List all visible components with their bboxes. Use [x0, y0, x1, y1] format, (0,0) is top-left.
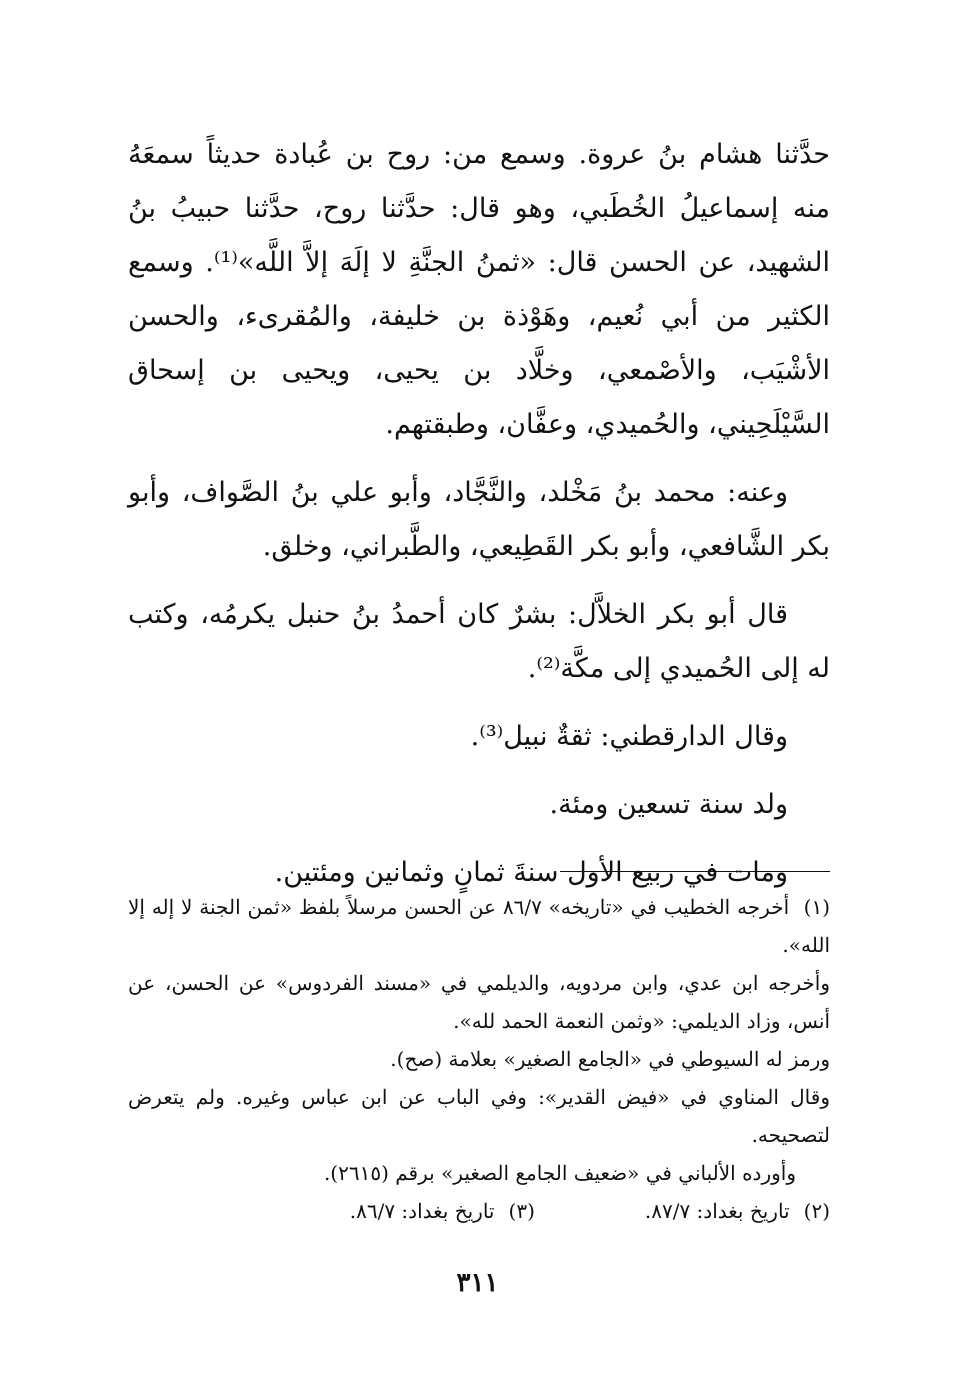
- paragraph-6: ومات في ربيع الأول سنةَ ثمانٍ وثمانين ومئتين.: [274, 857, 788, 888]
- footnotes: [128, 888, 830, 1230]
- footnote-3-text: تاريخ بغداد: ٨٦/٧.: [349, 1199, 495, 1223]
- footnote-2: [645, 1192, 830, 1230]
- footnote-1-text-c: ورمز له السيوطي في «الجامع الصغير» بعلامة (صح).: [390, 1047, 830, 1071]
- footnote-1-text-d: وقال المناوي في «فيض القدير»: وفي الباب عن ابن عباس وغيره. ولم يتعرض لتصحيحه.: [128, 1085, 830, 1147]
- footnote-3-number: (٣): [508, 1199, 535, 1223]
- footnote-2-number: (٢): [803, 1199, 830, 1223]
- main-text: [128, 128, 830, 900]
- paragraph-2: وعنه: محمد بنُ مَخْلد، والنَّجَّاد، وأبو علي بنُ الصَّواف، وأبو بكر الشَّافعي، وأبو بكر القَطِيعي، والطَّبراني، وخلق.: [128, 477, 830, 562]
- footnote-1-text-e: وأورده الألباني في «ضعيف الجامع الصغير» برقم (٢٦١٥).: [323, 1161, 796, 1185]
- footnote-1: [128, 888, 830, 964]
- footnote-1-text-a: أخرجه الخطيب في «تاريخه» ٨٦/٧ عن الحسن مرسلاً بلفظ «ثمن الجنة لا إله إلا الله».: [128, 895, 830, 957]
- footnote-2-text: تاريخ بغداد: ٨٧/٧.: [644, 1199, 790, 1223]
- paragraph-4: وقال الدارقطني: ثقةٌ نبيل⁽³⁾.: [470, 721, 788, 752]
- footnote-1-number: (١): [803, 895, 830, 919]
- paragraph-1: حدَّثنا هشام بنُ عروة. وسمع من: روح بن عُبادة حديثاً سمعَهُ منه إسماعيلُ الخُطَبي، وهو قال: حدَّثنا روح، حدَّثنا حبيبُ بنُ الشهيد، عن الحسن قال: «ثمنُ الجنَّةِ لا إلَهَ إلاَّ اللَّه»⁽¹⁾. وسمع الكثير من أبي نُعيم، وهَوْذة بن خليفة، والمُقرىء، والحسن الأشْيَب، والأصْمعي، وخلَّاد بن يحيى، ويحيى بن إسحاق السَّيْلَحِيني، والحُميدي، وعفَّان، وطبقتهم.: [128, 139, 830, 440]
- footnote-1-text-b: وأخرجه ابن عدي، وابن مردويه، والديلمي في «مسند الفردوس» عن الحسن، عن أنس، وزاد الديلمي: «وثمن النعمة الحمد لله».: [128, 971, 830, 1033]
- paragraph-3: قال أبو بكر الخلاَّل: بشرٌ كان أحمدُ بنُ حنبل يكرمُه، وكتب له إلى الحُميدي إلى مكَّة⁽²⁾.: [128, 599, 830, 684]
- paragraph-5: ولد سنة تسعين ومئة.: [549, 789, 788, 820]
- footnote-3: [350, 1192, 535, 1230]
- footnotes-2-3-row: [128, 1192, 830, 1230]
- page-number: ٣١١: [456, 1268, 499, 1298]
- footnote-separator: [560, 871, 830, 872]
